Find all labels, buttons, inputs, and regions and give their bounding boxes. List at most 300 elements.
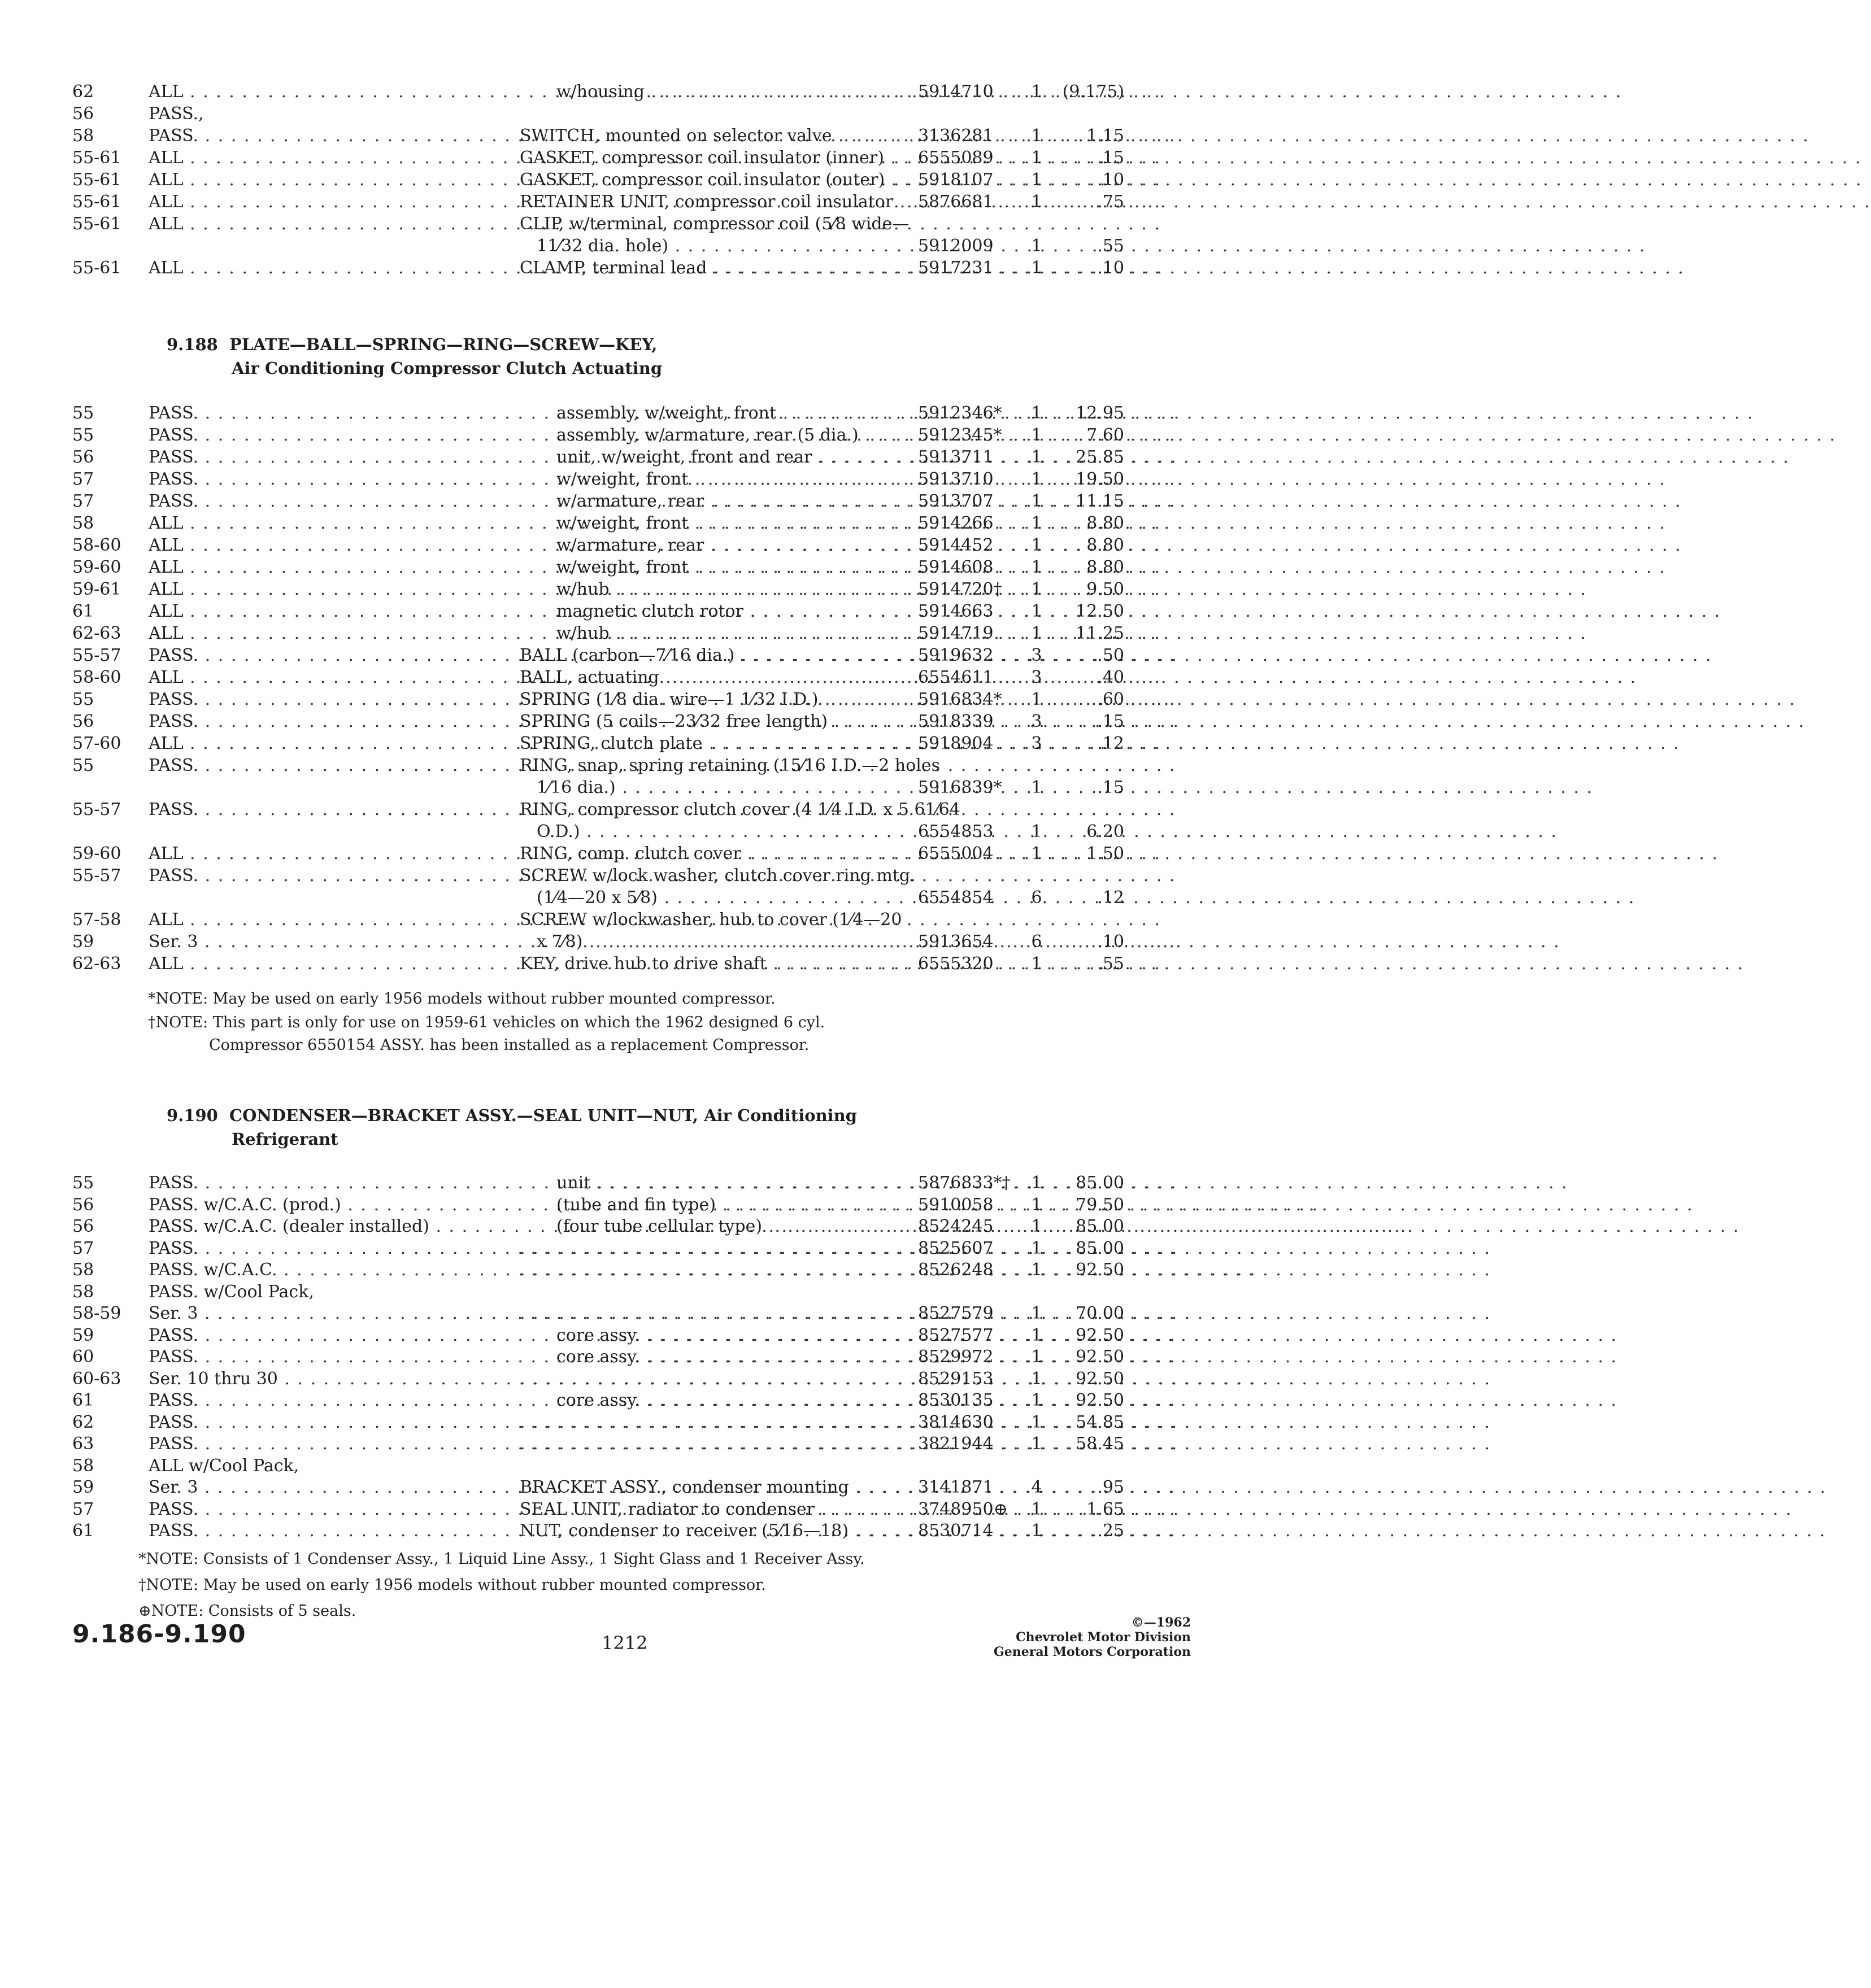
quantity: 1 <box>1031 513 1042 533</box>
vehicle-class: ALL . . . <box>149 191 494 213</box>
table-row <box>0 169 1428 191</box>
part-number: 6554853 <box>918 822 994 842</box>
table-row <box>0 490 1428 513</box>
quantity: 1 <box>1031 557 1042 577</box>
list-price: .15 <box>1097 712 1124 731</box>
section-title: CONDENSER—BRACKET ASSY.—SEAL UNIT—NUT, Air Conditioning <box>229 1106 858 1125</box>
table-row <box>0 103 1428 125</box>
quantity: 1 <box>1031 403 1042 423</box>
part-description: unit, w/weight, front and rear . . . <box>556 446 910 469</box>
quantity: 1 <box>1031 1499 1042 1519</box>
section-range: 9.186-9.190 <box>72 1620 246 1649</box>
part-description: SCREW w/lockwasher, hub to cover (1⁄4—20 <box>520 910 902 930</box>
part-description: w/weight, front . . . <box>556 468 910 491</box>
section-9-188-subtitle: Air Conditioning Compressor Clutch Actuating <box>232 359 663 378</box>
model-year: 59-61 <box>72 579 121 599</box>
vehicle-class: PASS. . . . <box>149 1389 494 1412</box>
list-price: .60 <box>1097 690 1124 709</box>
model-year: 55-61 <box>72 214 121 234</box>
vehicle-class: PASS. . . . <box>149 1498 494 1521</box>
part-description: unit . . . <box>556 1172 910 1194</box>
table-row <box>0 953 1428 975</box>
model-year: 60 <box>72 1347 94 1367</box>
table-row <box>0 81 1428 103</box>
model-year: 62 <box>72 1412 94 1432</box>
quantity: 1 <box>1031 491 1042 511</box>
vehicle-class: ALL . . . <box>149 556 494 579</box>
part-description: SPRING (5 coils—23⁄32 free length) . . . <box>520 710 910 733</box>
part-description <box>520 1302 910 1325</box>
part-description <box>520 1411 910 1434</box>
vehicle-class: PASS. w/C.A.C. . . . <box>149 1259 494 1281</box>
part-description: (tube and fin type) . . . <box>556 1194 910 1217</box>
table-row <box>0 213 1428 236</box>
part-number: 8530135 <box>918 1390 994 1410</box>
part-description: w/armature, rear . . . <box>556 490 910 513</box>
table-row <box>0 843 1428 865</box>
vehicle-class: PASS. . . . <box>149 688 494 711</box>
vehicle-class: ALL . . . <box>149 81 494 103</box>
list-price: 11.15 <box>1076 491 1124 511</box>
part-description: SCREW w/lock washer, clutch cover ring mtg. <box>520 866 916 886</box>
vehicle-class: ALL . . . <box>149 953 494 975</box>
part-number: 5914452 <box>918 535 994 555</box>
model-year: 61 <box>72 1521 94 1541</box>
table-row <box>0 1324 1428 1347</box>
note-asterisk: *NOTE: Consists of 1 Condenser Assy., 1 Liquid Line Assy., 1 Sight Glass and 1 Receiver Assy. <box>138 1550 865 1568</box>
part-description <box>520 1433 910 1455</box>
list-price: .55 <box>1097 954 1124 974</box>
list-price: 12.95 <box>1076 403 1124 423</box>
part-number: 3814630 <box>918 1412 994 1432</box>
vehicle-class: PASS. . . . <box>149 1433 494 1455</box>
quantity: 6 <box>1031 932 1042 952</box>
vehicle-class: ALL . . . <box>149 909 494 931</box>
part-number: 5914710 <box>918 82 994 102</box>
model-year: 55-57 <box>72 646 121 665</box>
table-row <box>0 147 1428 169</box>
quantity: 1 <box>1031 778 1042 797</box>
part-description: CLAMP, terminal lead . . . <box>520 257 910 280</box>
part-number: 6555320 <box>918 954 994 974</box>
model-year: 56 <box>72 104 94 124</box>
quantity: 1 <box>1031 844 1042 864</box>
part-number: 5914663 <box>918 601 994 621</box>
list-price: 85.00 <box>1076 1173 1124 1193</box>
part-number: 8525607 <box>918 1238 994 1258</box>
list-price: 92.50 <box>1076 1368 1124 1389</box>
list-price: 12.50 <box>1076 601 1124 621</box>
vehicle-class: PASS. . . . <box>149 446 494 469</box>
quantity: 1 <box>1031 822 1042 842</box>
model-year: 55 <box>72 756 94 775</box>
part-description: w/weight, front . . . <box>556 512 910 535</box>
quantity: 1 <box>1031 148 1042 168</box>
vehicle-class: ALL . . . <box>149 213 494 236</box>
model-year: 57 <box>72 491 94 511</box>
part-description <box>520 1368 910 1390</box>
table-row <box>0 688 1428 711</box>
note-dagger-cont: Compressor 6550154 ASSY. has been installed as a replacement Compressor. <box>209 1036 810 1054</box>
part-number: 5913711 <box>918 447 994 467</box>
table-row <box>0 1215 1428 1238</box>
model-year: 57 <box>72 1499 94 1519</box>
table-row <box>0 125 1428 147</box>
model-year: 55 <box>72 1173 94 1193</box>
table-row <box>0 446 1428 469</box>
part-description: w/weight, front . . . <box>556 556 910 579</box>
list-price: .12 <box>1097 734 1124 753</box>
model-year: 55-61 <box>72 148 121 168</box>
quantity: 1 <box>1031 1390 1042 1410</box>
part-description: x 7⁄8) . . . <box>537 931 910 953</box>
model-year: 55-61 <box>72 192 121 212</box>
vehicle-class: PASS., <box>149 104 204 124</box>
vehicle-class: PASS. . . . <box>149 1520 494 1542</box>
part-number: 5910058 <box>918 1194 994 1215</box>
table-row <box>0 622 1428 645</box>
part-number: 5916834* <box>918 690 1002 709</box>
table-row <box>0 777 1428 799</box>
part-description: (four tube cellular type) . . . <box>556 1215 910 1238</box>
model-year: 62 <box>72 82 94 102</box>
quantity: 4 <box>1031 1477 1042 1497</box>
list-price: .25 <box>1097 1521 1124 1541</box>
copyright: ©—1962 <box>1131 1615 1191 1630</box>
table-row <box>0 191 1428 213</box>
quantity: 1 <box>1031 1173 1042 1193</box>
part-number: 5912346* <box>918 403 1002 423</box>
vehicle-class: ALL . . . <box>149 578 494 601</box>
table-row <box>0 468 1428 491</box>
table-row <box>0 1368 1428 1390</box>
vehicle-class: PASS. . . . <box>149 125 494 147</box>
table-row <box>0 909 1428 931</box>
quantity: 1 <box>1031 126 1042 146</box>
vehicle-class: ALL . . . <box>149 257 494 280</box>
list-price: 9.50 <box>1086 579 1124 599</box>
vehicle-class: ALL . . . <box>149 843 494 865</box>
part-description: w/housing . . . <box>556 81 910 103</box>
part-number: 5913710 <box>918 469 994 489</box>
table-row <box>0 733 1428 755</box>
part-description: assembly, w/weight, front . . . <box>556 402 910 425</box>
vehicle-class: PASS. . . . <box>149 1172 494 1194</box>
vehicle-class: PASS. . . . <box>149 490 494 513</box>
vehicle-class: PASS. . . . <box>149 865 494 887</box>
quantity: 1 <box>1031 954 1042 974</box>
part-number: 5914266 <box>918 513 994 533</box>
part-description: BRACKET ASSY., condenser mounting . . . <box>520 1476 910 1499</box>
list-price: 85.00 <box>1076 1238 1124 1258</box>
section-title: PLATE—BALL—SPRING—RING—SCREW—KEY, <box>229 335 658 354</box>
vehicle-class: PASS. w/C.A.C. (dealer installed) . . . <box>149 1215 494 1238</box>
vehicle-class: ALL . . . <box>149 622 494 645</box>
quantity: 1 <box>1031 1194 1042 1215</box>
table-row <box>0 1259 1428 1281</box>
list-price: (9.175) <box>1062 82 1124 102</box>
quantity: 1 <box>1031 1412 1042 1432</box>
model-year: 59 <box>72 1325 94 1345</box>
table-row <box>0 1172 1428 1194</box>
list-price: .15 <box>1097 148 1124 168</box>
vehicle-class: PASS. w/Cool Pack, <box>149 1281 314 1302</box>
table-row <box>0 1520 1428 1542</box>
part-number: 5913707 <box>918 491 994 511</box>
part-number: 5918904 <box>918 734 994 753</box>
model-year: 61 <box>72 601 94 621</box>
part-number: 8529153 <box>918 1368 994 1389</box>
list-price: 85.00 <box>1076 1217 1124 1236</box>
vehicle-class: PASS. . . . <box>149 424 494 447</box>
model-year: 61 <box>72 1390 94 1410</box>
list-price: .40 <box>1097 668 1124 687</box>
quantity: 1 <box>1031 170 1042 190</box>
part-description: SEAL UNIT, radiator to condenser . . . <box>520 1498 910 1521</box>
quantity: 1 <box>1031 1434 1042 1454</box>
quantity: 1 <box>1031 1521 1042 1541</box>
part-description: GASKET, compressor coil insulator (inner) . . . <box>520 147 910 169</box>
note-circle-plus: ⊕NOTE: Consists of 5 seals. <box>138 1602 356 1620</box>
publisher-line-1: Chevrolet Motor Division <box>1016 1630 1191 1645</box>
model-year: 59-60 <box>72 844 121 864</box>
list-price: 92.50 <box>1076 1260 1124 1280</box>
model-year: 55 <box>72 403 94 423</box>
table-row <box>0 235 1428 258</box>
part-number: 5914608 <box>918 557 994 577</box>
part-number: 8524245 <box>918 1217 994 1236</box>
section-9-190-subtitle: Refrigerant <box>232 1130 338 1149</box>
part-description: w/armature, rear . . . <box>556 534 910 557</box>
quantity: 3 <box>1031 712 1042 731</box>
model-year: 60-63 <box>72 1368 121 1389</box>
list-price: 70.00 <box>1076 1303 1124 1323</box>
table-row <box>0 931 1428 953</box>
part-description <box>520 1237 910 1260</box>
part-description: BALL (carbon—7⁄16 dia.) . . . <box>520 644 910 667</box>
part-number: 5914719 <box>918 624 994 643</box>
quantity: 3 <box>1031 734 1042 753</box>
vehicle-class: ALL . . . <box>149 733 494 755</box>
part-description: 1⁄16 dia.) . . . <box>537 777 910 799</box>
quantity: 1 <box>1031 258 1042 278</box>
list-price: .10 <box>1097 258 1124 278</box>
model-year: 56 <box>72 447 94 467</box>
list-price: .12 <box>1097 888 1124 908</box>
model-year: 56 <box>72 712 94 731</box>
table-row <box>0 578 1428 601</box>
part-number: 5918339 <box>918 712 994 731</box>
table-row <box>0 1498 1428 1521</box>
model-year: 55-61 <box>72 258 121 278</box>
vehicle-class: PASS. . . . <box>149 1346 494 1368</box>
table-row <box>0 865 1428 887</box>
table-row <box>0 402 1428 425</box>
part-number: 5916839* <box>918 778 1002 797</box>
model-year: 55-57 <box>72 866 121 886</box>
quantity: 1 <box>1031 1217 1042 1236</box>
section-9-188-heading <box>167 333 657 356</box>
list-price: .10 <box>1097 932 1124 952</box>
vehicle-class: ALL . . . <box>149 666 494 689</box>
list-price: 19.50 <box>1076 469 1124 489</box>
section-9-190-heading <box>167 1104 857 1127</box>
quantity: 1 <box>1031 1238 1042 1258</box>
model-year: 58-60 <box>72 668 121 687</box>
page-number: 1212 <box>602 1632 648 1654</box>
model-year: 55-61 <box>72 170 121 190</box>
table-row <box>0 257 1428 280</box>
table-row <box>0 1302 1428 1325</box>
part-description: SWITCH, mounted on selector valve . . . <box>520 125 910 147</box>
vehicle-class: Ser. 10 thru 30 . . . <box>149 1368 494 1390</box>
list-price: 8.80 <box>1086 557 1124 577</box>
part-number: 5876833*† <box>918 1173 1011 1193</box>
part-description: magnetic clutch rotor . . . <box>556 600 910 623</box>
part-description: core assy. . . . <box>556 1389 910 1412</box>
model-year: 56 <box>72 1217 94 1236</box>
table-row <box>0 1433 1428 1455</box>
part-number: 3821944 <box>918 1434 994 1454</box>
model-year: 56 <box>72 1194 94 1215</box>
table-row <box>0 1346 1428 1368</box>
list-price: 8.80 <box>1086 535 1124 555</box>
quantity: 1 <box>1031 1303 1042 1323</box>
quantity: 1 <box>1031 236 1042 256</box>
quantity: 3 <box>1031 668 1042 687</box>
table-row <box>0 1389 1428 1412</box>
table-row <box>0 821 1428 843</box>
part-number: 5919632 <box>918 646 994 665</box>
part-description: RING, snap, spring retaining (15⁄16 I.D.—2 holes <box>520 756 940 775</box>
table-row <box>0 755 1428 777</box>
list-price: .75 <box>1097 192 1124 212</box>
part-number: 6554611 <box>918 668 994 687</box>
model-year: 58 <box>72 1260 94 1280</box>
table-row <box>0 1237 1428 1260</box>
vehicle-class: ALL . . . <box>149 147 494 169</box>
publisher-line-2: General Motors Corporation <box>993 1645 1191 1659</box>
list-price: .95 <box>1097 1477 1124 1497</box>
model-year: 63 <box>72 1434 94 1454</box>
model-year: 57 <box>72 1238 94 1258</box>
part-description: KEY, drive hub to drive shaft . . . <box>520 953 910 975</box>
list-price: 11.25 <box>1076 624 1124 643</box>
part-number: 3136281 <box>918 126 994 146</box>
vehicle-class: Ser. 3 . . . <box>149 1476 494 1499</box>
quantity: 1 <box>1031 1260 1042 1280</box>
quantity: 1 <box>1031 192 1042 212</box>
list-price: 7.60 <box>1086 425 1124 445</box>
model-year: 59 <box>72 932 94 952</box>
part-number: 3141871 <box>918 1477 994 1497</box>
list-price: 92.50 <box>1076 1390 1124 1410</box>
quantity: 1 <box>1031 447 1042 467</box>
list-price: 8.80 <box>1086 513 1124 533</box>
quantity: 3 <box>1031 646 1042 665</box>
table-row <box>0 1476 1428 1499</box>
table-row <box>0 799 1428 821</box>
table-row <box>0 1411 1428 1434</box>
list-price: .15 <box>1097 778 1124 797</box>
quantity: 1 <box>1031 1368 1042 1389</box>
model-year: 62-63 <box>72 624 121 643</box>
part-description: SPRING (1⁄8 dia. wire—1 1⁄32 I.D.) . . . <box>520 688 910 711</box>
part-description: (1⁄4—20 x 5⁄8) . . . <box>537 887 910 909</box>
part-number: 5876681 <box>918 192 994 212</box>
model-year: 58 <box>72 1281 94 1302</box>
section-number: 9.188 <box>167 335 218 354</box>
vehicle-class: PASS. . . . <box>149 1324 494 1347</box>
list-price: 6.20 <box>1086 822 1124 842</box>
part-description: CLIP, w/terminal, compressor coil (5⁄8 wide— <box>520 214 910 234</box>
model-year: 58-60 <box>72 535 121 555</box>
vehicle-class: PASS. . . . <box>149 468 494 491</box>
list-price: 1.65 <box>1086 1499 1124 1519</box>
part-number: 5914720† <box>918 579 1002 599</box>
publisher-block <box>994 1615 1191 1659</box>
note-asterisk: *NOTE: May be used on early 1956 models without rubber mounted compressor. <box>148 990 776 1008</box>
part-description <box>520 1259 910 1281</box>
table-row <box>0 887 1428 909</box>
table-row <box>0 644 1428 667</box>
model-year: 59-60 <box>72 557 121 577</box>
quantity: 1 <box>1031 82 1042 102</box>
part-number: 5918107 <box>918 170 994 190</box>
list-price: 54.85 <box>1076 1412 1124 1432</box>
vehicle-class: PASS. w/C.A.C. (prod.) . . . <box>149 1194 494 1217</box>
vehicle-class: Ser. 3 . . . <box>149 931 494 953</box>
table-row <box>0 512 1428 535</box>
part-description: SPRING, clutch plate . . . <box>520 733 910 755</box>
table-row <box>0 1194 1428 1217</box>
part-number: 8527577 <box>918 1325 994 1345</box>
note-dagger: †NOTE: May be used on early 1956 models without rubber mounted compressor. <box>138 1576 766 1594</box>
list-price: .10 <box>1097 170 1124 190</box>
quantity: 1 <box>1031 425 1042 445</box>
model-year: 57-60 <box>72 734 121 753</box>
part-number: 8526248 <box>918 1260 994 1280</box>
vehicle-class: ALL w/Cool Pack, <box>149 1455 299 1476</box>
list-price: 25.85 <box>1076 447 1124 467</box>
table-row <box>0 666 1428 689</box>
part-number: 8530714 <box>918 1521 994 1541</box>
quantity: 6 <box>1031 888 1042 908</box>
table-row <box>0 1455 1428 1477</box>
model-year: 55 <box>72 425 94 445</box>
list-price: 58.45 <box>1076 1434 1124 1454</box>
table-row <box>0 600 1428 623</box>
part-number: 5912009 <box>918 236 994 256</box>
quantity: 1 <box>1031 535 1042 555</box>
vehicle-class: PASS. . . . <box>149 402 494 425</box>
model-year: 59 <box>72 1477 94 1497</box>
part-description: O.D.) . . . <box>537 821 910 843</box>
vehicle-class: PASS. . . . <box>149 755 494 777</box>
list-price: 1.50 <box>1086 844 1124 864</box>
part-number: 6555004 <box>918 844 994 864</box>
part-number: 8529972 <box>918 1347 994 1367</box>
note-dagger: †NOTE: This part is only for use on 1959-61 vehicles on which the 1962 designed 6 cyl. <box>148 1014 825 1031</box>
quantity: 1 <box>1031 469 1042 489</box>
model-year: 55-57 <box>72 800 121 819</box>
part-description: RETAINER UNIT, compressor coil insulator . . . <box>520 191 910 213</box>
part-number: 5913654 <box>918 932 994 952</box>
section-number: 9.190 <box>167 1106 218 1125</box>
quantity: 1 <box>1031 1325 1042 1345</box>
vehicle-class: ALL . . . <box>149 169 494 191</box>
model-year: 62-63 <box>72 954 121 974</box>
